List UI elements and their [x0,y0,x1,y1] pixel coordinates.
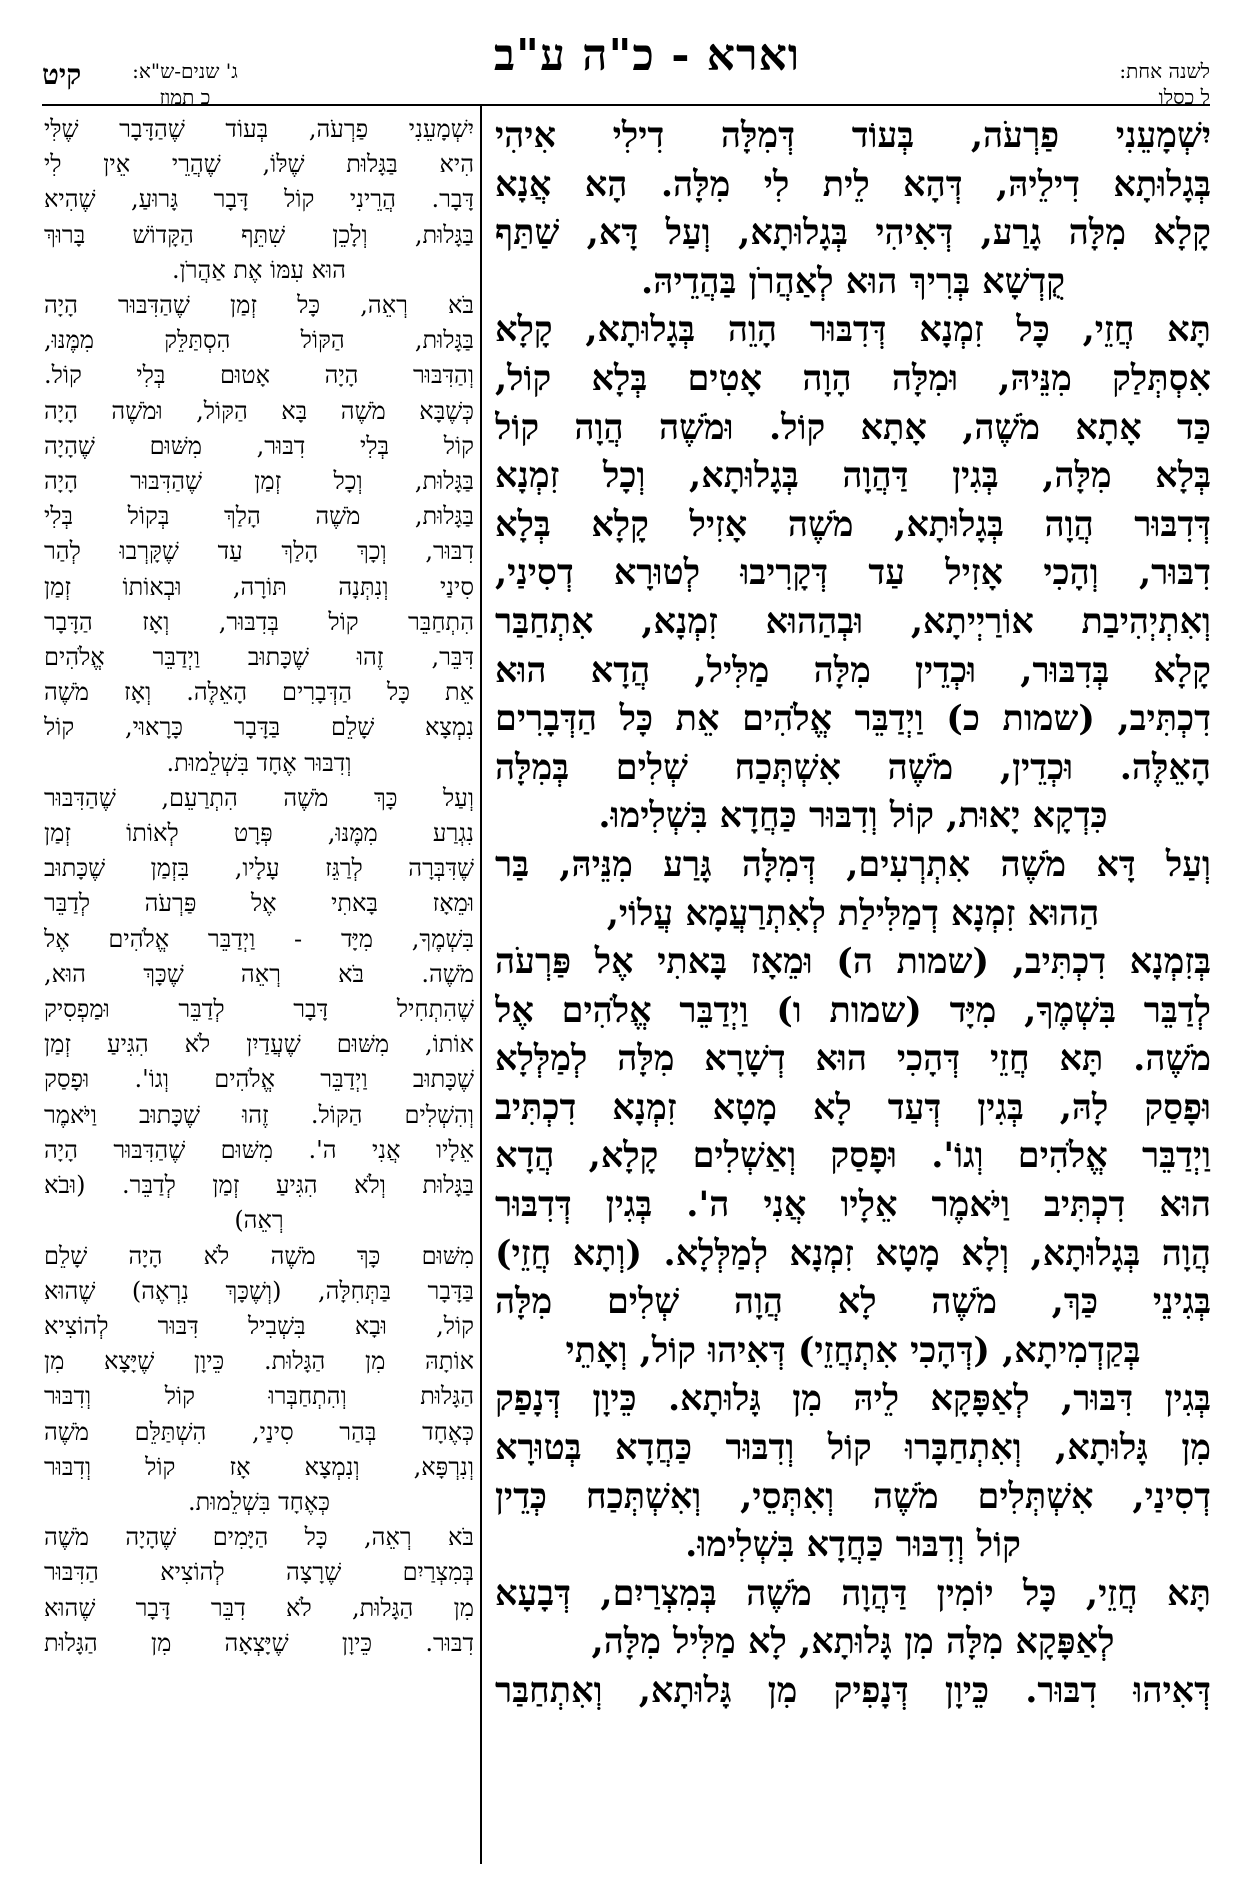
main-line: הוּא דִכְתִּיב וַיֹּאמֶר אֵלָיו אֲנִי ה'. בְּגִין דְּדִבּוּר [495,1184,1211,1226]
side-line: שֶׁכָּתוּב וַיְדַבֵּר אֱלֹהִים וְגוֹ'. וּפָסַק [44,1065,474,1094]
main-line: דְּדִבּוּר הֲוָה בְּגָלוּתָא, מֹשֶׁה אָזִיל קָלָא בְּלָא [495,503,1211,545]
main-line: וְעַל דָּא מֹשֶׁה אִתְרְעִים, דְּמִלָּה גָּרַע מִנֵּיהּ, בַּר [495,843,1211,885]
main-line: כַּד אָתָא מֹשֶׁה, אָתָא קוֹל. וּמֹשֶׁה הֲוָה קוֹל [495,406,1211,448]
side-line: בַּגָּלוּת וְלֹא הִגִּיעַ זְמַן לְדַבֵּר. (וּבֹא [44,1171,474,1200]
main-line: בְּגָלוּתָא דִילֵיהּ, דְּהָא לֵית לִי מִלָּה. הָא אֲנָא [495,163,1211,205]
main-line: וּפָסַק לָהּ, בְּגִין דְּעַד לָא מָטָא זִמְנָא דִכְתִּיב [495,1086,1211,1128]
side-line: בַּגָּלוּת, וְכָל זְמַן שֶׁהַדִּבּוּר הָיָה [44,467,474,496]
side-line: שֶׁדִּבְּרָה לְרַגֵּז עָלָיו, בִּזְמַן שֶׁכָּתוּב [44,854,474,883]
side-line: נִגְרַע מִמֶּנּוּ, פְּרָט לְאוֹתוֹ זְמַן [44,819,474,848]
side-line: וְנִרְפָּא, וְנִמְצָא אָז קוֹל וְדִבּוּר [44,1452,474,1481]
side-line: וְהַדִּבּוּר הָיָה אָטוּם בְּלִי קוֹל. [44,361,474,390]
side-line: דִבּוּר. כֵּיוָן שֶׁיָּצְאָה מִן הַגָּלוּת [44,1628,474,1657]
main-line: מֹשֶׁה. תָּא חֲזֵי דְּהָכִי הוּא דְשָׁרָא מִלָּה לְמַלְּלָא [495,1038,1211,1080]
main-line: בְּלָא מִלָּה, בְּגִין דַּהֲוָה בְּגָלוּתָא, וְכָל זִמְנָא [495,455,1211,497]
one-year-schedule [1050,58,1210,110]
side-line: וְהִשְׁלִים הַקּוֹל. זֶהוּ שֶׁכָּתוּב וַיֹּאמֶר [44,1100,474,1129]
page-header [42,28,1210,109]
main-line: דְּאִיהוּ דִבּוּר. כֵּיוָן דְּנָפִיק מִן גָּלוּתָא, וְאִתְחַבַּר [495,1670,1211,1711]
side-line: הוּא עִמּוֹ אֶת אַהֲרֹן. [172,255,346,284]
side-line: בֹּא רְאֵה, כָּל זְמַן שֶׁהַדִּבּוּר הָיָה [44,291,474,320]
three-year-schedule [110,58,260,110]
side-line: כְּאֶחָד בִּשְׁלֵמוּת. [188,1487,330,1516]
side-line: דִבּוּר, וְכָךְ הָלַךְ עַד שֶׁקָּרְבוּ לְהַר [44,537,474,566]
side-line: נִמְצָא שָׁלֵם בַּדָּבָר כָּרָאוּי, קוֹל [44,713,474,742]
side-line: בַּגָּלוּת, מֹשֶׁה הָלַךְ בְּקוֹל בְּלִי [44,502,474,531]
side-line: אֵלָיו אֲנִי ה'. מִשּׁוּם שֶׁהַדִּבּוּר הָיָה [44,1135,474,1164]
hebrew-translation-column [44,112,474,1872]
main-line: אִסְתְּלַק מִנֵּיהּ, וּמִלָּה הָוָה אָטִים בְּלָא קוֹל, [495,357,1211,399]
main-line: הַהוּא זִמְנָא דְמַלִּילַת לְאִתְרַעֲמָא עֲלוֹי, [606,892,1100,934]
side-line: דִּבֵּר, זֶהוּ שֶׁכָּתוּב וַיְדַבֵּר אֱלֹהִים [44,643,474,672]
main-line: לְאַפָּקָא מִלָּה מִן גָּלוּתָא, לָא מַלִּיל מִלָּה, [591,1621,1115,1663]
side-line: בַּגָּלוּת, וְלָכֵן שִׁתֵּף הַקָּדוֹשׁ בָּרוּךְ [44,220,474,249]
main-line: קֻדְשָׁא בְּרִיךְ הוּא לְאַהֲרֹן בַּהֲדֵיהּ. [641,260,1065,302]
side-line: שֶׁהִתְחִיל דָּבָר לְדַבֵּר וּמַפְסִיק [44,995,474,1024]
side-line: מִשּׁוּם כָּךְ מֹשֶׁה לֹא הָיָה שָׁלֵם [44,1241,474,1270]
main-line: קָלָא מִלָּה גָרַע, דְּאִיהִי בְּגָלוּתָא, וְעַל דָּא, שַׁתַּף [495,212,1211,254]
side-line: בְּמִצְרַיִם שֶׁרָצָה לְהוֹצִיא הַדִּבּוּר [44,1558,474,1587]
main-line: תָּא חֲזֵי, כָּל יוֹמִין דַּהֲוָה מֹשֶׁה בְּמִצְרַיִם, דְּבָעָא [495,1572,1211,1614]
side-line: סִינַי וְנִתְּנָה תּוֹרָה, וּבְאוֹתוֹ זְמַן [44,572,474,601]
main-line: הֲוָה בְּגָלוּתָא, וְלָא מָטָא זִמְנָא לְמַלְּלָא. (וְתָא חֲזֵי) [495,1232,1211,1274]
side-line: מִן הַגָּלוּת, לֹא דִבֵּר דָּבָר שֶׁהוּא [44,1593,474,1622]
side-line: הִיא בַּגָּלוּת שֶׁלּוֹ, שֶׁהֲרֵי אֵין לִי [44,150,474,179]
main-line: דִכְתִּיב, (שמות כ) וַיְדַבֵּר אֱלֹהִים אֵת כָּל הַדְּבָרִים [495,698,1211,740]
page-number: קיט [42,58,82,91]
page-title: וארא - כ"ה ע"ב [493,30,801,81]
main-line: קָלָא בְּדִבּוּר, וּכְדֵין מִלָּה מַלִּיל, הֲדָא הוּא [495,649,1211,691]
main-line: דִבּוּר, וְהָכִי אָזִיל עַד דְּקָרִיבוּ לְטוּרָא דְסִינַי, [495,552,1211,594]
main-line: בְּגִינֵי כַּךְ, מֹשֶׁה לָא הֲוָה שְׁלִים מִלָּה [495,1281,1211,1323]
side-line: יִשְׁמָעֵנִי פַרְעֹה, בְּעוֹד שֶׁהַדָּבָר שֶׁלִּי [44,115,474,143]
main-line: מִן גָּלוּתָא, וְאִתְחַבָּרוּ קוֹל וְדִבּוּר כַּחֲדָא בְּטוּרָא [495,1427,1211,1469]
side-line: רְאֵה) [234,1206,284,1235]
column-divider [480,104,482,1864]
side-line: וּמֵאָז בָּאתִי אֶל פַּרְעֹה לְדַבֵּר [44,889,474,918]
aramaic-main-column [495,112,1211,1872]
side-line: בַּדָּבָר בַּתְּחִלָּה, (וְשֶׁכָּךְ נִרְאֶה) שֶׁהוּא [44,1276,474,1305]
main-line: בְּקַדְמִיתָא, (דְּהָכִי אִתְחֲזֵי) דְּאִיהוּ קוֹל, וְאָתֵי [565,1329,1141,1371]
main-line: וְאִתְיְהִיבַת אוֹרַיְיתָא, וּבְהַהוּא זִמְנָא, אִתְחַבַּר [495,600,1211,642]
header-divider [42,104,1210,106]
side-line: כְּשֶׁבָּא מֹשֶׁה בָּא הַקּוֹל, וּמֹשֶׁה הָיָה [44,396,474,425]
side-line: קוֹל בְּלִי דִבּוּר, מִשּׁוּם שֶׁהָיָה [44,431,474,460]
side-line: בֹּא רְאֵה, כָּל הַיָּמִים שֶׁהָיָה מֹשֶׁה [44,1523,474,1552]
main-line: קוֹל וְדִבּוּר כַּחֲדָא בִּשְׁלִימוּ. [685,1524,1021,1566]
side-line: אֵת כָּל הַדְּבָרִים הָאֵלֶּה. וְאָז מֹשֶׁה [44,678,474,707]
side-line: הִתְחַבֵּר קוֹל בְּדִבּוּר, וְאָז הַדָּבָר [44,607,474,636]
side-line: בַּגָּלוּת, הַקּוֹל הִסְתַּלֵּק מִמֶּנּוּ, [44,326,474,355]
main-line: יִשְׁמָעֵנִי פַרְעֹה, בְּעוֹד דְּמִלָּה דִילִי אִיהִי [495,115,1211,156]
main-line: דְסִינַי, אִשְׁתְּלִים מֹשֶׁה וְאִתְּסֵי, וְאִשְׁתְּכַח כְּדֵין [495,1475,1211,1517]
side-line: כְּאֶחָד בְּהַר סִינַי, הִשְׁתַּלֵּם מֹשֶׁה [44,1417,474,1446]
main-line: תָּא חֲזֵי, כָּל זִמְנָא דְּדִבּוּר הָוֵה בְּגָלוּתָא, קָלָא [495,309,1211,351]
main-line: בְּזִמְנָא דִכְתִּיב, (שמות ה) וּמֵאָז בָּאתִי אֶל פַּרְעֹה [495,941,1211,983]
three-year-label: ג' שנים-ש"א: [132,59,238,83]
side-line: בִּשְׁמֶךָ, מִיָּד - וַיְדַבֵּר אֱלֹהִים אֶל [44,924,474,953]
side-line: וְדִבּוּר אֶחָד בִּשְׁלֵמוּת. [166,748,352,777]
main-line: הָאֵלֶּה. וּכְדֵין, מֹשֶׁה אִשְׁתְּכַח שְׁלִים בְּמִלָּה [495,746,1211,788]
main-line: לְדַבֵּר בִּשְׁמֶךָ, מִיָּד (שמות ו) וַיְדַבֵּר אֱלֹהִים אֶל [495,989,1211,1031]
one-year-label: לשנה אחת: [1119,59,1210,83]
main-line: כִּדְקָא יָאוּת, קוֹל וְדִבּוּר כַּחֲדָא בִּשְׁלִימוּ. [598,795,1108,837]
one-year-date: ל כסלו [1158,85,1210,109]
three-year-date: כ תמוז [159,85,211,109]
side-line: אוֹתוֹ, מִשּׁוּם שֶׁעֲדַיִן לֹא הִגִּיעַ זְמַן [44,1030,474,1059]
main-line: וַיְדַבֵּר אֱלֹהִים וְגוֹ'. וּפָסַק וְאַשְׁלִים קָלָא, הֲדָא [495,1135,1211,1177]
side-line: וְעַל כָּךְ מֹשֶׁה הִתְרַעֵם, שֶׁהַדִּבּוּר [44,783,474,812]
side-line: הַגָּלוּת וְהִתְחַבְּרוּ קוֹל וְדִבּוּר [44,1382,474,1411]
main-line: בְּגִין דִּבּוּר, לְאַפָּקָא לֵיהּ מִן גָּלוּתָא. כֵּיוָן דְּנָפַק [495,1378,1211,1420]
side-line: קוֹל, וּבָא בִּשְׁבִיל דִּבּוּר לְהוֹצִיא [44,1311,474,1340]
side-line: מֹשֶׁה. בֹּא רְאֵה שֶׁכָּךְ הוּא, [44,959,474,988]
side-line: אוֹתָהּ מִן הַגָּלוּת. כֵּיוָן שֶׁיָּצָא מִן [44,1347,474,1376]
side-line: דָּבָר. הֲרֵינִי קוֹל דָּבָר גָּרוּעַ, שֶׁהִיא [44,185,474,214]
